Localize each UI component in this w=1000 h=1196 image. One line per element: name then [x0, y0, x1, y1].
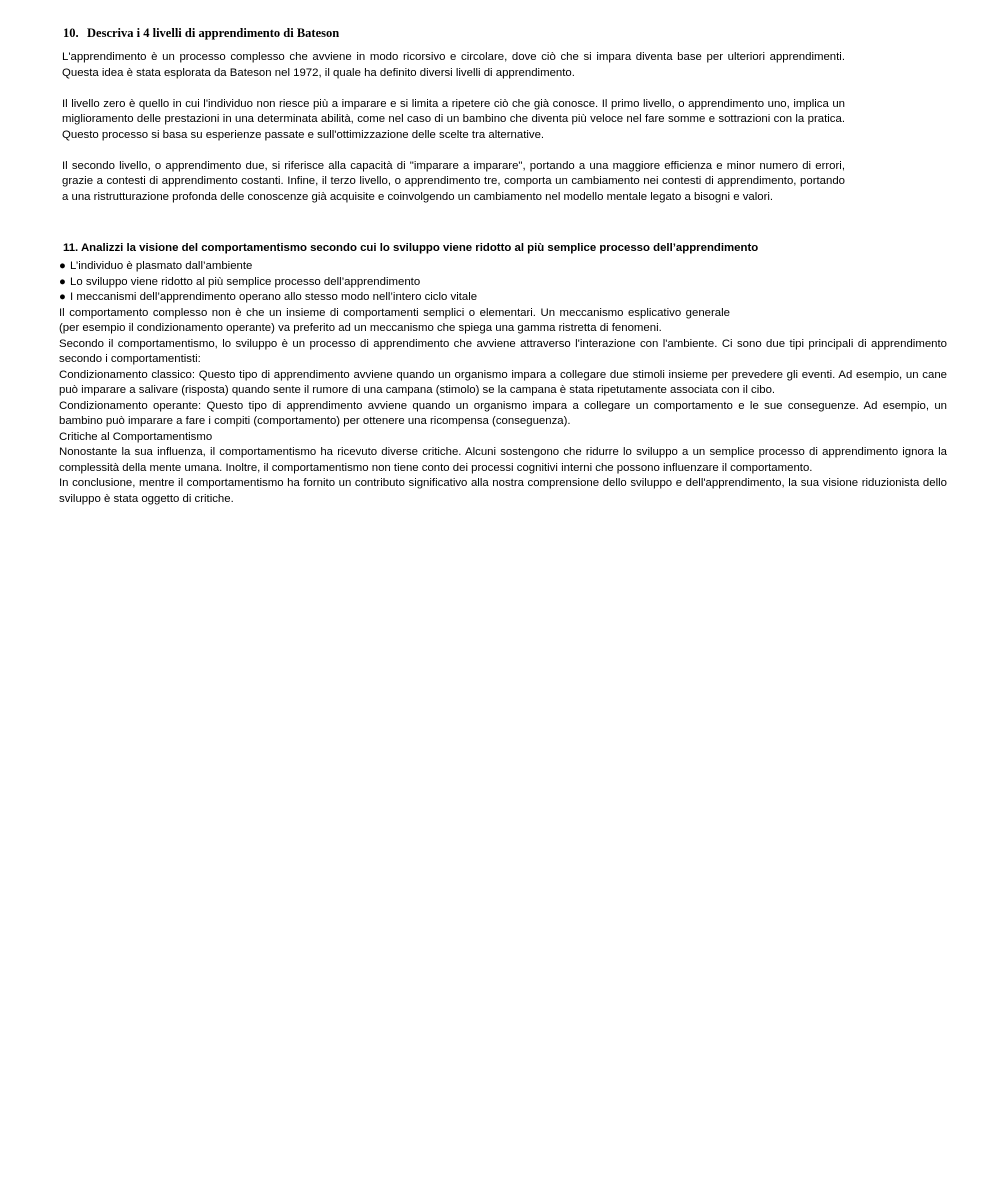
question-10-number: 10. — [63, 26, 79, 40]
paragraph: Condizionamento classico: Questo tipo di apprendimento avviene quando un organismo impara a collegare due stimoli insieme per prevedere gli eventi. Ad esempio, un cane può imparare a salivare (risposta) quando sente il rumore di una campana (stimolo) se la campana è stata ripetutamente associata con il cibo. — [59, 368, 947, 396]
paragraph: Nonostante la sua influenza, il comportamentismo ha ricevuto diverse critiche. Alcuni sostengono che ridurre lo sviluppo a un semplice processo di apprendimento ignora la complessità della mente umana. Inoltre, il comportamentismo non tiene conto dei processi cognitivi interni che possono influenzare il comportamento. — [59, 446, 947, 474]
bullet-icon: ● — [59, 291, 66, 303]
paragraph: Il secondo livello, o apprendimento due, si riferisce alla capacità di "imparare a imparare", portando a una maggiore efficienza e minor numero di errori, grazie a contesti di apprendimento costanti. Infine, il terzo livello, o apprendimento tre, comporta un cambiamento nei contesti di apprendimento, portando a una ristrutturazione profonda delle conoscenze già acquisite e coinvolgendo un cambiamento nel modello mentale legato a bisogni e valori. — [62, 159, 845, 203]
list-item — [59, 275, 947, 291]
paragraph: In conclusione, mentre il comportamentismo ha fornito un contributo significativo alla nostra comprensione dello sviluppo e dell'apprendimento, la sua visione riduzionista dello sviluppo è stata oggetto di critiche. — [59, 477, 947, 505]
bullet-icon: ● — [59, 260, 66, 272]
question-10-title: Descriva i 4 livelli di apprendimento di Bateson — [87, 26, 340, 40]
question-10-heading — [63, 25, 339, 41]
list-item-text: Lo sviluppo viene ridotto al più semplice processo dell’apprendimento — [70, 275, 421, 288]
paragraph: Il livello zero è quello in cui l'individuo non riesce più a imparare e si limita a ripetere ciò che già conosce. Il primo livello, o apprendimento uno, implica un miglioramento delle prestazioni in una determinata abilità, come nel caso di un bambino che diventa più veloce nel fare somme e sottrazioni con la pratica. Questo processo si basa su esperienze passate e sull'ottimizzazione delle scelte tra alternative. — [62, 97, 845, 141]
bullet-list — [59, 259, 947, 306]
paragraph: Condizionamento operante: Questo tipo di apprendimento avviene quando un organismo impara a collegare un comportamento e le sue conseguenze. Ad esempio, un bambino può imparare a fare i compiti (comportamento) per ottenere una ricompensa (conseguenza). — [59, 399, 947, 427]
question-10-answer — [62, 50, 845, 221]
bullet-icon: ● — [59, 275, 66, 288]
list-item — [59, 259, 947, 275]
paragraph: Il comportamento complesso non è che un insieme di comportamenti semplici o elementari. Un meccanismo esplicativo generale (per esempio il condizionamento operante) va preferito ad un meccanismo che spiega una gamma ristretta di fenomeni. — [59, 306, 730, 334]
question-11-answer — [59, 259, 947, 507]
list-item — [59, 290, 947, 306]
paragraph: L'apprendimento è un processo complesso che avviene in modo ricorsivo e circolare, dove ciò che si impara diventa base per ulteriori apprendimenti. Questa idea è stata esplorata da Bateson nel 1972, il quale ha definito diversi livelli di apprendimento. — [62, 51, 845, 79]
list-item-text: L’individuo è plasmato dall’ambiente — [70, 260, 253, 272]
section-subheading: Critiche al Comportamentismo — [59, 430, 213, 443]
paragraph: Secondo il comportamentismo, lo sviluppo è un processo di apprendimento che avviene attraverso l'interazione con l'ambiente. Ci sono due tipi principali di apprendimento secondo i comportamentisti: — [59, 337, 947, 365]
question-11-heading: 11. Analizzi la visione del comportamentismo secondo cui lo sviluppo viene ridotto al più semplice processo dell’apprendimento — [63, 242, 759, 254]
list-item-text: I meccanismi dell’apprendimento operano allo stesso modo nell’intero ciclo vitale — [70, 291, 478, 303]
